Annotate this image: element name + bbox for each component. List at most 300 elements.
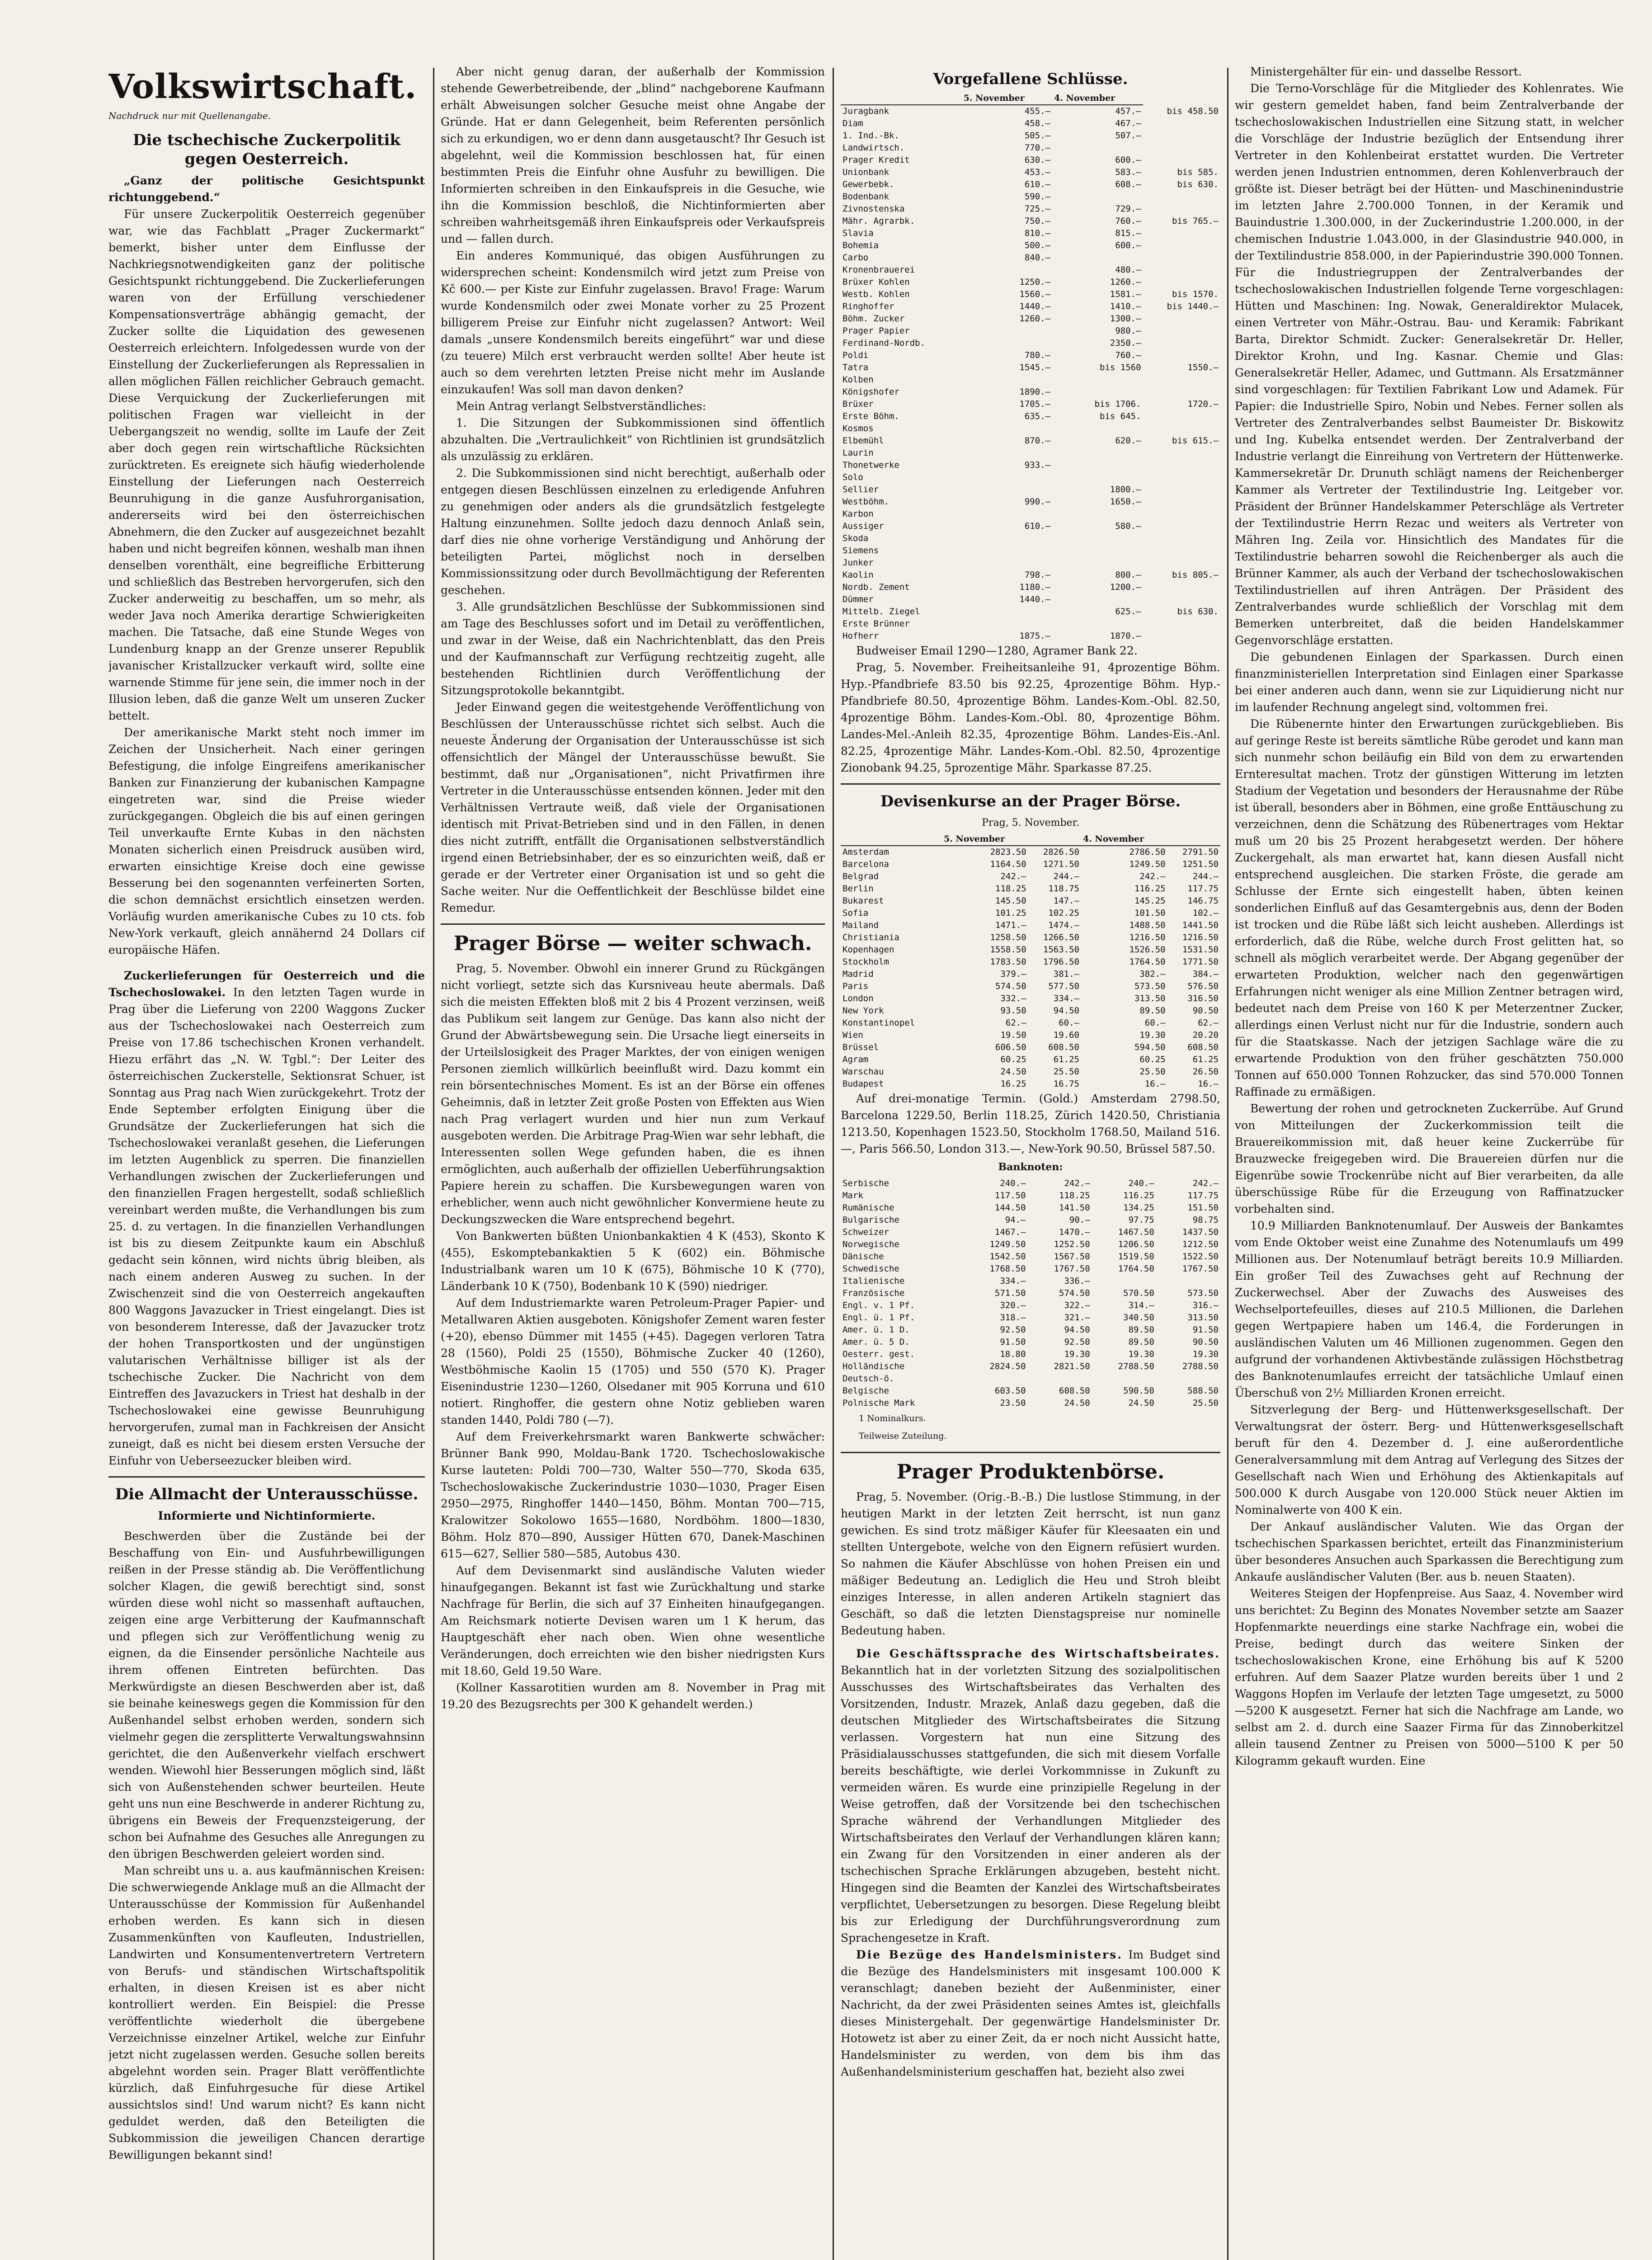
table-row-label: Thonetwerke [842,460,899,470]
table-row-label: Bodenbank [842,192,889,202]
table-row [841,496,1220,508]
table-row-label: Norwegische [842,1239,899,1249]
table-cell: 760.— [1115,216,1141,226]
table-row [841,630,1220,642]
table-cell: 1488.50 [1129,920,1166,930]
table-row-label: Christiania [842,932,899,942]
table-cell: 23.50 [1000,1398,1026,1408]
table-cell [1143,447,1220,459]
table-cell: 1764.50 [1118,1264,1154,1274]
article-paragraph: Ministergehälter für ein- und dasselbe Ressort. [1250,65,1522,78]
table-cell: 635.— [1024,411,1051,421]
table-cell: 1875.— [1019,631,1051,641]
table-cell [1143,484,1220,496]
table-cell: 840.— [1024,253,1051,263]
table-row [841,907,1220,919]
table-cell [1028,1373,1092,1385]
table-row-label: Erste Böhm. [842,411,899,421]
table-row-label: Elbemühl [842,436,884,446]
table-cell: 603.50 [994,1386,1026,1396]
table-cell: bis 645. [1100,411,1141,421]
table-cell [1052,471,1143,484]
table-cell [1052,386,1143,398]
table-cell [1156,1275,1220,1287]
article-paragraph: 1. Die Sitzungen der Subkommissionen sind öffentlich abzuhalten. Die „Vertraulichkeit“ von Richtlinien ist grundsätzlich als unzulässig zu erklären. [441,416,825,463]
table-cell [1052,374,1143,386]
table-cell: 1249.50 [1129,859,1166,869]
table-cell: 1441.50 [1182,920,1219,930]
table-cell [1143,545,1220,557]
table-cell: 60.— [1144,1018,1166,1028]
table-cell: 1531.50 [1182,945,1219,955]
table-cell: 630.— [1024,155,1051,165]
table-row-label: Budapest [842,1079,884,1089]
table-row [841,606,1220,618]
table-cell: 242.— [1192,1178,1219,1188]
table-cell: 316.50 [1187,993,1219,1003]
table-cell: 729.— [1115,204,1141,214]
table-cell: 19.30 [1128,1349,1154,1359]
table-row-label: Mähr. Agrarbk. [842,216,915,226]
table-row-label: Zivnostenska [842,204,905,214]
table-cell: 244.— [1192,871,1219,881]
article-paragraph: Auf drei-monatige Termin. (Gold.) Amsterdam 2798.50, Barcelona 1229.50, Berlin 118.25, Zürich 1420.50, Christiania 1213.50, Kopenhagen 1523.50, Stockholm 1768.50, Mailand 516.—, Paris 566.50, London 313.—, New-York 90.50, Brüssel 587.50. [841,1092,1220,1155]
article-paragraph: 10.9 Milliarden Banknotenumlauf. Der Ausweis der Bankamtes vom Ende Oktober weist eine Zunahme des Notenumlaufs um 499 Millionen aus. Der Notenumlauf beträgt bereits 10.9 Milliarden. Ein großer Teil des Zuwachses geht auf Rechnung der Zuckerwechsel. Aber der Zuwachs des Ausweises des Wechselportefeuilles, dieses auf 210.5 Millionen, die Darlehen gegen Wertpapiere haben um 146.4, die Forderungen in ausländischen Valuten um 46 Millionen zugenommen. Gegen den aufgrund der vorhandenen Aktivbestände zulässigen Höchstbetrag des Banknotenumlaufes erreicht der tatsächliche Umlauf einen Überschuß von 2½ Milliarden Kronen erreicht. [1235,1219,1624,1399]
divider [841,1452,1220,1453]
table-row [841,1348,1220,1361]
article-paragraph: Im Budget sind die Bezüge des Handelsministers mit insgesamt 100.000 K veranschlagt; daneben bezieht der Außenminister, einer Nachricht, da der zwei Präsidenten seines Amtes ist, gleichfalls dieses Ministergehalt. Der gegenwärtige Handelsminister Dr. Hotowetz ist aber zu einer Zeit, da er noch nicht Aussicht hatte, Handelsminister zu werden, von dem bis ihm das Außenhandelsministerium geschaffen hat, bezieht also zwei [841,1948,1220,2078]
table-cell: 2826.50 [1043,847,1079,857]
table-cell [1052,508,1143,520]
table-row-label: Prager Papier [842,326,910,336]
table-cell: 146.75 [1187,896,1219,906]
table-cell: 600.— [1115,155,1141,165]
table-row [841,386,1220,398]
table-cell: 1768.50 [989,1264,1026,1274]
column-2 [441,63,825,2260]
table-cell: 381.— [1053,969,1079,979]
table-cell: 1266.50 [1043,932,1079,942]
table-cell [1143,240,1220,252]
table-cell [1143,508,1220,520]
table-cell: 62.— [1005,1018,1026,1028]
table-row [841,919,1220,932]
article-paragraph: Auf dem Industriemarkte waren Petroleum-Prager Papier- und Metallwaren Aktien ausgeboten. Königshofer Zement waren fester (+20), ebenso Dümmer mit 1455 (+45). Dagegen verloren Tatra 28 (1560), Poldi 25 (1550), Böhmische Zucker 40 (1260), Westböhmische Kaolin 15 (1705) und 550 (570 K). Prager Eisenindustrie 1230—1260, Olsedaner mit 905 Korruna und 610 notiert. Ringhoffer, die gestern ohne Notiz geblieben waren standen 1440, Poldi 780 (—7). [441,1296,825,1427]
table-row-label: Engl. ü. 1 Pf. [842,1313,915,1323]
table-row-label: Schwedische [842,1264,899,1274]
quotes-table-devisen [841,833,1220,1090]
table-cell: 870.— [1024,436,1051,446]
table-row-label: Mailand [842,920,879,930]
table-cell: 576.50 [1187,981,1219,991]
table-cell: 2788.50 [1118,1361,1154,1371]
table-row-label: Sellier [842,485,879,494]
table-row [841,1397,1220,1409]
table-cell: 24.50 [1128,1398,1154,1408]
table-cell: bis 458.50 [1167,106,1219,116]
table-header-cell [841,92,962,105]
table-row [841,471,1220,484]
table-cell: 990.— [1024,497,1051,507]
table-cell: 242.— [1064,1178,1090,1188]
table-row [841,520,1220,532]
table-row [841,154,1220,166]
table-cell: 145.50 [995,896,1026,906]
table-cell [962,484,1052,496]
table-row [841,1373,1220,1385]
table-cell: 458.— [1024,118,1051,128]
table-cell: 1526.50 [1129,945,1166,955]
table-row-label: Bukarest [842,896,884,906]
table-cell [1143,227,1220,240]
article-paragraph: Aber nicht genug daran, der außerhalb der Kommission stehende Gewerbetreibende, der „blind“ nachgeborene Kaufmann erhält Abweisungen solcher Gesuche meist ohne Angabe der Gründe. Hat er dann Gelegenheit, beim Referenten persönlich sich zu erkundigen, wo er denn dann ausgetauscht? Ihr Gesuch ist abgelehnt, weil die Kommission beschlossen hat, für einen bestimmten Preis die Einfuhr ohne Ausfuhr zu bewilligen. Die Informierten schreiben in den Einkaufspreis in die Gesuche, wie ihn die Kommission beschloß, die Nichtinformierten aber schreiben wahrheitsgemäß ihren Einkaufspreis oder Verkaufspreis und — fallen durch. [441,65,825,245]
table-cell: 1260.— [1019,314,1051,324]
table-cell: 25.50 [1139,1067,1166,1077]
table-row-label: Engl. v. 1 Pf. [842,1300,915,1310]
table-cell [962,545,1052,557]
table-cell: 1519.50 [1118,1252,1154,1262]
table-cell: 89.50 [1128,1337,1154,1347]
table-row [841,846,1220,858]
table-cell: 320.— [1000,1300,1026,1310]
table-cell: 19.30 [1064,1349,1090,1359]
table-row [841,932,1220,944]
table-cell: 16.25 [1000,1079,1026,1089]
table-row [841,301,1220,313]
table-row [841,1361,1220,1373]
table-row-label: Warschau [842,1067,884,1077]
table-cell [962,508,1052,520]
table-cell: 1767.50 [1182,1264,1219,1274]
table-cell: 590.50 [1123,1386,1154,1396]
table-cell: 20.20 [1192,1030,1219,1040]
table-cell: bis 765.— [1172,216,1219,226]
table-cell [1052,252,1143,264]
table-cell: 16.— [1144,1079,1166,1089]
table-cell [1052,423,1143,435]
table-row-label: New York [842,1006,884,1016]
table-row [841,1190,1220,1202]
column-rule [833,68,834,2260]
table-row [841,858,1220,871]
table-row [841,1041,1220,1054]
table-cell: 583.— [1115,167,1141,177]
table-cell: 453.— [1024,167,1051,177]
table-cell: 61.25 [1053,1055,1079,1064]
table-cell: 1467.— [994,1227,1026,1237]
table-cell: 62.— [1198,1018,1219,1028]
article-paragraph: Für unsere Zuckerpolitik Oesterreich gegenüber war, wie das Fachblatt „Prager Zuckermarkt“ bemerkt, bisher unter dem Einflusse der Nachkriegsnotwendigkeiten ganz der politische Gesichtspunkt richtunggebend. Die Zuckerlieferungen waren von der Erfüllung verschiedener Kompensationsverträge abhängig gemacht, der Zucker sollte die Liquidation des gewesenen Oesterreich erleichtern. Infolgedessen wurde von der Einstellung der Zuckerlieferungen als Repressalien in allen möglichen Fällen reichlicher Gebrauch gemacht. Diese Verquickung der Zuckerlieferungen mit politischen Fragen war vielleicht in der Uebergangszeit no wendig, sollte im Laufe der Zeit aber doch gegen rein wirtschaftliche Rücksichten zurücktreten. Es ereignete sich häufig wiederholende Einstellung der Lieferungen nach Oesterreich Beunruhigung in die ganze Ausfuhrorganisation, andererseits wird bei den österreichischen Abnehmern, die den Zucker auf ausgezeichnet bezahlt haben und nicht begreifen können, weshalb man ihnen denselben vorenthält, eine begreifliche Erbitterung und schließlich das Bestreben hervorgerufen, sich den Zucker anderweitig zu beschaffen, um so mehr, als weder Java noch Amerika derartige Schwierigkeiten machen. Die Tatsache, daß eine Stunde Weges von Lundenburg knapp an der Grenze unserer Republik javanischer Kristallzucker verkauft wird, sollte eine warnende Stimme für jene sein, die immer noch in der Illusion leben, daß die ganze Welt um unseren Zucker bettelt. [108,207,425,722]
table-cell: 1467.50 [1118,1227,1154,1237]
table-cell: bis 805.— [1172,570,1219,580]
table-row-label: Mark [842,1191,863,1201]
table-cell: 147.— [1053,896,1079,906]
table-cell: 2350.— [1110,338,1141,348]
table-cell [1143,264,1220,276]
table-cell: 19.30 [1192,1349,1219,1359]
table-cell: 313.50 [1187,1313,1219,1323]
table-cell: bis 1440.— [1167,301,1219,311]
table-cell: 1200.— [1110,582,1141,592]
table-cell [1052,191,1143,203]
table-cell: bis 585. [1177,167,1219,177]
table-cell: 244.— [1053,871,1079,881]
table-cell: 574.50 [995,981,1026,991]
table-row [841,993,1220,1005]
table-cell: 2823.50 [990,847,1026,857]
table-cell: 89.50 [1128,1325,1154,1335]
table-row [841,276,1220,288]
table-row [841,240,1220,252]
table-row-label: Dänische [842,1252,884,1262]
table-cell: 1252.50 [1054,1239,1090,1249]
table-cell: 620.— [1115,436,1141,446]
article-paragraph: Der amerikanische Markt steht noch immer im Zeichen der Unsicherheit. Nach einer geringen Befestigung, die infolge Eingreifens amerikanischer Banken zur Finanzierung der kubanischen Kampagne eingetreten war, sind die Preise wieder zurückgegangen. Obgleich die bis auf einen geringen Teil unverkaufte Ernte Kubas in den nächsten Monaten sicherlich einen Preisdruck ausüben wird, erwarten einsichtige Kreise doch eine gewisse Besserung bei den sogenannten verfeinerten Sorten, die schon demnächst ersichtlich einsetzen werden. Vorläufig wurden amerikanische Cubes zu 10 cts. fob New-York verkauft, gleich annähernd 24 Dollars cif europäische Häfen. [108,726,425,956]
table-row-label: Unionbank [842,167,889,177]
table-cell: 60.25 [1139,1055,1166,1064]
table-row-label: Polnische Mark [842,1398,915,1408]
table-cell: 455.— [1024,106,1051,116]
article-paragraph: Prag, 5. November. Freiheitsanleihe 91, 4prozentige Böhm. Hyp.-Pfandbriefe 83.50 bis 92.25, 4prozentige Böhm. Hyp.-Pfandbriefe 80.50, 4prozentige Böhm. Landes-Kom.-Obl. 82.50, 4prozentige Böhm. Landes-Kom.-Obl. 80, 4prozentige Böhm. Landes-Mel.-Anleih 82.35, 4prozentige Böhm. Landes-Eis.-Anl. 82.25, 4prozentige Mähr. Landes-Kom.-Obl. 82.50, 4prozentige Zionobank 94.25, 5prozentige Mähr. Sparkasse 87.25. [841,661,1220,774]
table-cell: 145.25 [1134,896,1166,906]
table-cell: bis 630. [1177,607,1219,617]
table-title-schluesse: Vorgefallene Schlüsse. [933,70,1128,88]
column-rule [1227,68,1228,2260]
table-cell [1052,142,1143,154]
table-row-label: Solo [842,472,863,482]
table-row-label: Madrid [842,969,874,979]
table-cell: 1767.50 [1054,1264,1090,1274]
table-header-cell: 4. November [1052,92,1143,105]
table-cell: 1771.50 [1182,957,1219,967]
table-cell: 117.75 [1187,1191,1219,1201]
table-cell: 608.50 [1048,1042,1079,1052]
table-cell [1143,557,1220,569]
table-row-label: Erste Brünner [842,619,910,629]
table-header-cell: 4. November [1081,833,1167,846]
table-cell: 19.50 [1000,1030,1026,1040]
table-header-cell: 5. November [962,92,1052,105]
table-row-label: Gewerbebk. [842,179,894,189]
table-cell: 725.— [1024,204,1051,214]
table-row-label: Westböhm. [842,497,889,507]
table-row-label: Ferdinand-Nordb. [842,338,926,348]
article-title-prager-boerse: Prager Börse — weiter schwach. [453,932,812,955]
table-row-label: Kolben [842,375,874,385]
table-row [841,1005,1220,1017]
table-row-label: Karbon [842,509,874,519]
table-row-label: Stockholm [842,957,889,967]
table-cell: 1471.— [995,920,1026,930]
table-row-label: Italienische [842,1276,905,1286]
table-cell: 780.— [1024,350,1051,360]
table-cell: 318.— [1000,1313,1026,1323]
table-row [841,313,1220,325]
table-cell: 980.— [1115,326,1141,336]
table-cell: 242.— [1139,871,1166,881]
table-row-label: Oesterr. gest. [842,1349,915,1359]
table-cell [1143,118,1220,130]
table-row-label: Amer. ü. 1 D. [842,1325,910,1335]
table-cell: 610.— [1024,521,1051,531]
table-cell: 2791.50 [1182,847,1219,857]
table-row [841,532,1220,545]
table-cell: 118.75 [1048,884,1079,894]
divider [441,923,825,925]
table-row-label: Laurin [842,448,874,458]
table-row [841,956,1220,968]
table-row-label: Landwirtsch. [842,143,905,153]
table-cell: 90.— [1069,1215,1090,1225]
table-row-label: Barcelona [842,859,889,869]
article-paragraph: Jeder Einwand gegen die weitestgehende Veröffentlichung von Beschlüssen der Unterausschüsse richtet sich selbst. Auch die neueste Änderung der Organisation der Unterausschüsse ist sich offensichtlich der Mängel der Unterausschüsse bewußt. Sie bestimmt, daß nur „Organisationen“, nicht Privatfirmen ihre Vertreter in die Unterausschüsse entsenden können. Jeder mit den Verhältnissen Vertraute weiß, daß viele der Organisationen identisch mit Privat-Betrieben sind und in den Fällen, in denen dies nicht zutrifft, entfällt die Organisationen selbstverständlich irgend einen Betriebsinhaber, der es so einzurichten weiß, daß er gerade er der Vertreter einer Organisation ist und so geht die Sache weiter. Nur die Oeffentlichkeit der Beschlüsse bildet eine Remedur. [441,701,825,914]
table-cell: 590.— [1024,192,1051,202]
table-cell [962,618,1052,630]
table-cell: 321.— [1064,1313,1090,1323]
table-row-label: Brüxer [842,399,874,409]
table-cell: 1437.50 [1182,1227,1219,1237]
table-cell [962,532,1052,545]
table-cell: 480.— [1115,265,1141,275]
table-row-label: Ringhoffer [842,301,894,311]
table-cell: 101.50 [1134,908,1166,918]
table-row-label: Kopenhagen [842,945,894,955]
table-cell: 1470.— [1059,1227,1090,1237]
table-row [841,374,1220,386]
table-cell [1052,447,1143,459]
copyright-note: Nachdruck nur mit Quellenangabe. [108,110,271,121]
table-row-label: Wien [842,1030,863,1040]
table-cell: 1410.— [1110,301,1141,311]
table-row [841,569,1220,581]
table-cell: 608.— [1115,179,1141,189]
table-cell [1052,459,1143,471]
table-header-cell: 5. November [942,833,1028,846]
table-row-label: Carbo [842,253,869,263]
table-cell [1143,581,1220,593]
section-title: Volkswirtschaft. [108,68,417,106]
table-row-label: Juragbank [842,106,889,116]
table-cell: 242.— [1000,871,1026,881]
article-paragraph: 3. Alle grundsätzlichen Beschlüsse der Subkommissionen sind am Tage des Beschlusses sofort und im Detail zu veröffentlichen, und zwar in der Weise, daß ein Nachrichtenblatt, das den Preis und der Kaufmannschaft zur Verfügung rechtzeitig zugeht, alle bestehenden Richtlinien durch Veröffentlichung der Sitzungsprotokolle bekanntgibt. [441,600,825,697]
table-cell: 18.80 [1000,1349,1026,1359]
table-cell: 134.25 [1123,1203,1154,1213]
table-cell: 384.— [1192,969,1219,979]
table-cell: 2824.50 [989,1361,1026,1371]
table-row [841,191,1220,203]
table-row [841,1078,1220,1090]
article-paragraph: Weiteres Steigen der Hopfenpreise. Aus Saaz, 4. November wird uns berichtet: Zu Beginn des Monates November setzte am Saazer Hopfenmarkte neuerdings eine starke Nachfrage ein, wobei die Preise, bedingt durch das weitere Sinken der tschechoslowakischen Krone, eine Erhöhung bis auf K 5200 erfuhren. Auf dem Saazer Platze wurden bereits über 1 und 2 Waggons Hopfen im Verlaufe der letzten Tage umgesetzt, zu 5000—5200 K ausgesetzt. Ferner hat sich die Nachfrage am Lande, wo selbst am 2. d. durch eine Saazer Firma für das Zinnoberkitzel allein tausend Zentner zu Preisen von 5000—5100 K per 50 Kilogramm gekauft wurden. Eine [1235,1587,1624,1767]
table-cell: 600.— [1115,240,1141,250]
table-row [841,118,1220,130]
table-cell: 570.50 [1123,1288,1154,1298]
table-cell [1092,1373,1156,1385]
table-cell: 1180.— [1019,582,1051,592]
table-cell: 1705.— [1019,399,1051,409]
article-paragraph: Die Terno-Vorschläge für die Mitglieder des Kohlenrates. Wie wir gestern gemeldet haben, fand beim Zentralverbande der tschechoslowakischen Industriellen eine Sitzung statt, in welcher die Vorschläge der Industrie bezüglich der Entsendung ihrer Vertreter in den Kohlenbeirat erstattet wurden. Die Vertreter werden jenen Industrien entnommen, deren Kohlenverbrauch der größte ist. Dieser beträgt bei der Hütten- und Maschinenindustrie im letzten Jahre 2.700.000 Tonnen, in der Keramik und Bauindustrie 1.300.000, in der Zuckerindustrie 1.200.000, in der chemischen Industrie 1.043.000, in der Glasindustrie 940.000, in der Textilindustrie 858.000, in der Papierindustrie 390.000 Tonnen. Für die Industriegruppen der Zentralverbandes der tschechoslowakischen Industriellen folgende Terne vorgeschlagen: Hütten und Maschinen: Ing. Nowak, Generaldirektor Mulacek, einen Vertreter von Mähr.-Ostrau. Bau- und Keramik: Fabrikant Barta, Direktor Schmidt. Zucker: Generalsekretär Dr. Heller, Direktor Krohn, und Ing. Kasnar. Chemie und Glas: Generalsekretär Heller, Adamec, und Guttmann. Als Ersatzmänner sind vorgeschlagen: für Textilien Fabrikant Low und Adamek. Für Papier: die Industrielle Spiro, Nobin und Nebes. Ferner sollen als Vertreter des Zentralverbandes selbst Baumeister Dr. Biskowitz und Ing. Kubelka entsendet werden. Der Zentralverband der Industrie verlangt die Einreihung von Vertretern der Hüttenwerke. Kammersekretär Dr. Drunuth schlägt namens der Reichenberger Kammer als Vertreter der Textilindustrie Ing. Leitgeber vor. Präsident der Brünner Handelskammer Peterschläge als Vertreter der Textilindustrie Herrn Rezac und weiters als Vertreter von Mähren Ing. Zeila vor. Hinsichtlich des Mandates für die Textilindustrie beharren sowohl die Reichenberger als auch die Brünner Kammer, als auch der Verband der tschechoslowakischen Textilindustriellen auf ihren Anträgen. Der Präsident des Zentralverbandes wurde schließlich der Vorschlag mit dem Bemerken unterbreitet, daß die beiden Handelskammer Gegenvorschläge erstatten. [1235,82,1624,647]
table-row [841,203,1220,215]
table-cell [1143,423,1220,435]
article-paragraph: Beschwerden über die Zustände bei der Beschaffung von Ein- und Ausfuhrbewilligungen reißen in der Presse ständig ab. Die Veröffentlichung solcher Klagen, die gewiß berechtigt sind, sonst würden diese wohl nicht so massenhaft auftauchen, zeigen eine arge Verbitterung der Kaufmannschaft und pflegen sich zur Veröffentlichung wenig zu eignen, da die Einsender persönliche Nachteile aus ihrem offenen Eintreten befürchten. Das Merkwürdigste an diesen Beschwerden aber ist, daß sie beinahe keineswegs gegen die Kommission für den Außenhandel selbst erhoben werden, sondern sich vielmehr gegen die zersplitterte Verwaltungswahnsinn gerichtet, die den Außenverkehr vielfach erschwert wenden. Wiewohl hier Besserungen möglich sind, läßt sich von Außenstehenden schwer beurteilen. Heute geht uns nun eine Beschwerde in anderer Richtung zu, übrigens ein Beweis der Frequenzsteigerung, der schon bei Aufnahme des Gesuches alle Anregungen zu den übrigen Beschwerden geleiert worden sind. [108,1530,425,1860]
table-cell: 1800.— [1110,485,1141,494]
table-cell: 1550.— [1187,363,1219,372]
article-paragraph: Bewertung der rohen und getrockneten Zuckerrübe. Auf Grund von Mitteilungen der Zuckerkommission teilt die Brauereikommission mit, daß heuer keine Zuckerrübe für Brauzwecke freigegeben wird. Die Brauereien dürfen nur die Eigenrübe sowie Trockenrübe nicht auf Bier verarbeiten, da alle überschüssige Rübe für die Erzeugung von Raffinatzucker vorbehalten sind. [1235,1102,1624,1215]
table-cell: 1249.50 [989,1239,1026,1249]
table-cell: 151.50 [1187,1203,1219,1213]
table-cell: 467.— [1115,118,1141,128]
divider [841,783,1220,785]
table-row [841,1214,1220,1226]
table-row-label: Aussiger [842,521,884,531]
table-cell: 1581.— [1110,289,1141,299]
divider [108,1476,425,1478]
article-paragraph: Bekanntlich hat in der vorletzten Sitzung des sozialpolitischen Ausschusses des Wirtschaftsbeirates das Verhalten des Vorsitzenden, Industr. Mrazek, Anlaß dazu gegeben, daß die deutschen Mitglieder des Wirtschaftsbeirates die Sitzung verlassen. Vorgestern hat nun eine Sitzung des Präsidialausschusses stattgefunden, die sich mit diesem Vorfalle bereits beschäftigte, wie derlei Vorkommnisse in Zukunft zu vermeiden wären. Es wurde eine prinzipielle Regelung in der Weise getroffen, daß der Vorsitzende bei den tschechischen Sprache während der Verhandlungen Mitglieder des Wirtschaftsbeirates den Verlauf der Verhandlungen klären kann; ein Zwang für den Vorsitzenden in einer anderen als der tschechischen Sprache Erklärungen abzugeben, besteht nicht. Hingegen sind die Beamten der Kanzlei des Wirtschaftsbeirates verpflichtet, Uebersetzungen zu besorgen. Diese Regelung bleibt bis zur Erledigung der Durchführungsverordnung zum Sprachengesetze in Kraft. [841,1664,1220,1945]
table-row-label: Kosmos [842,424,874,433]
table-row-label: Holländische [842,1361,905,1371]
table-cell: 573.50 [1187,1288,1219,1298]
table-cell: 1474.— [1048,920,1079,930]
table-row-label: Mittelb. Ziegel [842,607,920,617]
table-cell: bis 1560 [1100,363,1141,372]
table-row-label: Schweizer [842,1227,889,1237]
table-row [841,1054,1220,1066]
table-row-label: Französische [842,1288,905,1298]
table-cell [962,264,1052,276]
table-row-label: Diam [842,118,863,128]
table-cell [1143,386,1220,398]
table-cell [1143,410,1220,423]
table-cell: 800.— [1115,570,1141,580]
table-row [841,1324,1220,1336]
paragraph-heading: Die Bezüge des Handelsministers. [856,1948,1123,1961]
table-cell: 332.— [1000,993,1026,1003]
quotes-table-banknoten [841,1177,1220,1409]
table-cell: 25.50 [1053,1067,1079,1077]
table-row-label: Slavia [842,228,874,238]
column-1 [108,68,425,2260]
table-cell [1143,520,1220,532]
table-row-label: Agram [842,1055,869,1064]
table-cell: 91.50 [1192,1325,1219,1335]
table-title-devisen: Devisenkurse an der Prager Börse. [880,792,1181,810]
table-cell [1143,154,1220,166]
table-cell: 101.25 [995,908,1026,918]
table-row [841,447,1220,459]
table-row-label: Kaolin [842,570,874,580]
table-cell [1143,593,1220,606]
table-cell: 92.50 [1064,1337,1090,1347]
article-title-produktenboerse: Prager Produktenbörse. [896,1460,1165,1483]
table-cell [1143,471,1220,484]
table-cell [1143,325,1220,337]
table-cell: 1440.— [1019,594,1051,604]
table-row [841,459,1220,471]
table-row [841,435,1220,447]
article-paragraph: Prag, 5. November. (Orig.-B.-B.) Die lustlose Stimmung, in der heutigen Markt in der letzten Zeit herrscht, ist nun ganz gewichen. Es sind trotz mäßiger Käufer für Kleesaaten ein und stellten Untergebote, welche von den Eignern refüsiert wurden. So nahmen die Käufer Abschlüsse von hohen Preisen ein und mäßiger Bedeutung an. Lediglich die Heu und Stroh bleibt einziges Interesse, in allen anderen Artikeln stagniert das Geschäft, so daß die letzten Dienstagspreise nur nominelle Bedeutung haben. [841,1490,1220,1637]
table-cell: 19.60 [1053,1030,1079,1040]
table-cell: 314.— [1128,1300,1154,1310]
table-cell: 1764.50 [1129,957,1166,967]
article-paragraph: Man schreibt uns u. a. aus kaufmännischen Kreisen: Die schwerwiegende Anklage muß an die Allmacht der Unterausschüsse der Kommission für Außenhandel erhoben werden. Es kann sich in diesen Zusammenkünften von Kaufleuten, Industriellen, Landwirten und Konsumentenvertretern Vertretern von Berufs- und ständischen Wirtschaftspolitik erhalten, in diesen Kreisen ist es aber nicht kontrolliert werden. Ein Beispiel: die Presse veröffentlichte wiederholt die übergebene Verzeichnisse einzelner Artikel, welche zur Einfuhr jetzt nicht zugelassen werden. Gesuche sollen bereits abgelehnt worden sein. Prager Blatt veröffentlichte kürzlich, daß Einfuhrgesuche für diese Artikel aussichtslos sind! Und warum nicht? Es kann nicht geduldet werden, daß den Beteiligten die Subkommission die jeweiligen Chancen derartige Bewilligungen bekannt sind! [108,1864,425,2161]
table-row [841,130,1220,142]
table-row-label: Poldi [842,350,869,360]
table-cell: 574.50 [1059,1288,1090,1298]
table-cell [1143,313,1220,325]
table-cell [1143,337,1220,349]
table-row [841,1226,1220,1238]
table-row-label: Belgische [842,1386,889,1396]
paragraph-heading: Die Geschäftssprache des Wirtschaftsbeirates. [856,1647,1220,1660]
